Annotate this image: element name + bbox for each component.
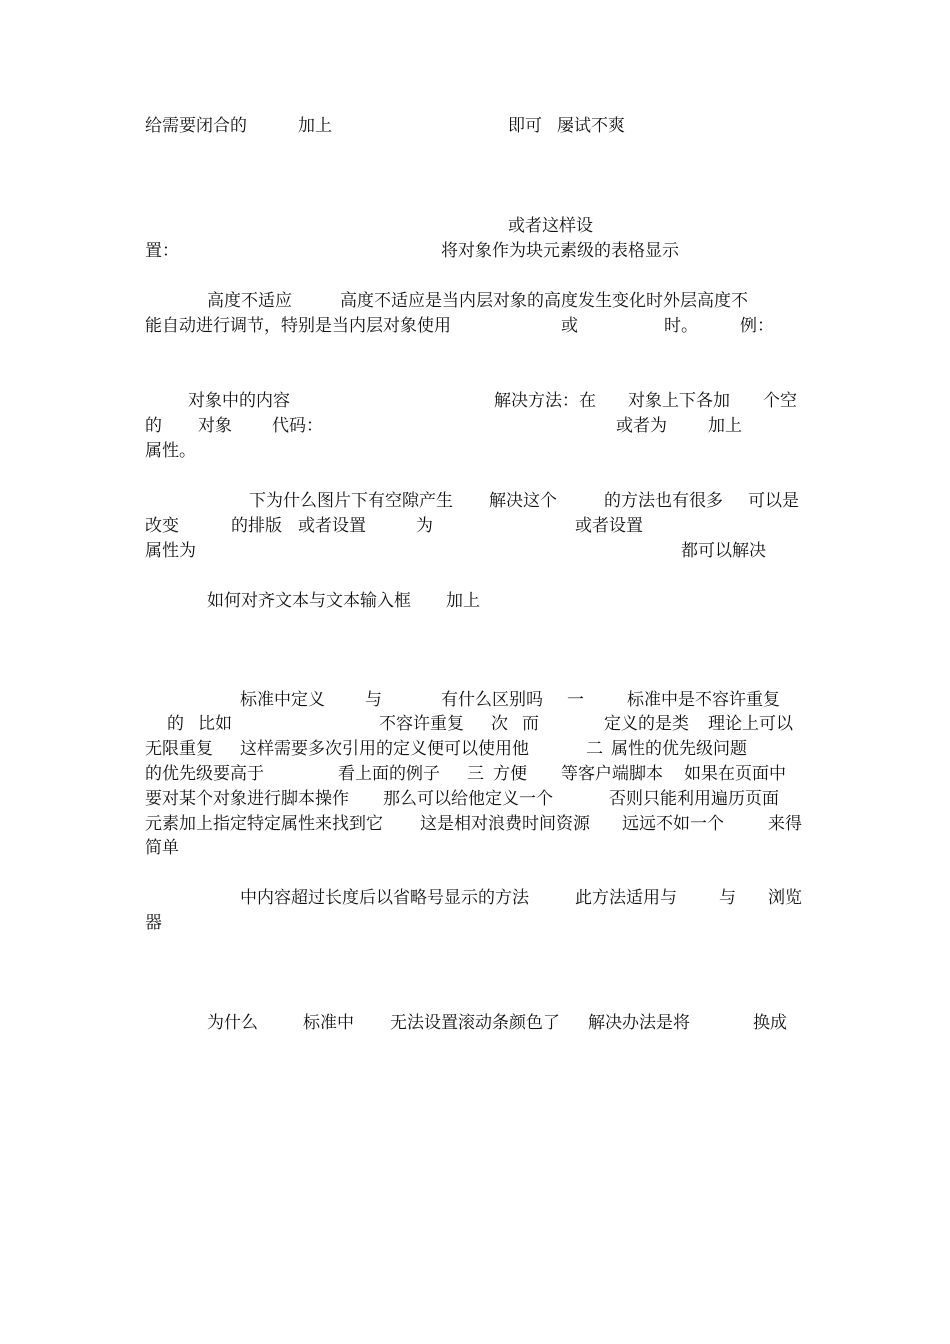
text-fragment: 将对象作为块元素级的表格显示 xyxy=(441,241,679,261)
text-fragment: 加上 xyxy=(298,116,332,136)
text-fragment: 高度不适应是当内层对象的高度发生变化时外层高度不 xyxy=(340,291,748,311)
text-fragment: 方便 xyxy=(493,764,527,784)
text-fragment: 能自动进行调节，特别是当内层对象使用 xyxy=(145,316,451,336)
text-fragment: 与 xyxy=(365,690,382,710)
text-fragment: 即可 xyxy=(508,116,542,136)
text-fragment: 置： xyxy=(145,241,179,261)
text-fragment: 高度不适应 xyxy=(207,291,292,311)
text-fragment: 解决办法是将 xyxy=(588,1013,690,1033)
text-fragment: 的方法也有很多 xyxy=(604,491,723,511)
text-fragment: 为 xyxy=(416,516,433,536)
text-fragment: 属性为 xyxy=(145,541,196,561)
text-fragment: 为什么 xyxy=(207,1013,258,1033)
text-fragment: 属性的优先级问题 xyxy=(611,739,747,759)
text-fragment: 下为什么图片下有空隙产生 xyxy=(249,491,453,511)
text-fragment: 中内容超过长度后以省略号显示的方法 xyxy=(240,888,529,908)
text-fragment: 解决这个 xyxy=(489,491,557,511)
text-fragment: 标准中 xyxy=(303,1013,354,1033)
text-fragment: 对象 xyxy=(198,416,232,436)
text-fragment: 或者设置 xyxy=(575,516,643,536)
text-fragment: 等客户端脚本 xyxy=(561,764,663,784)
text-fragment: 简单 xyxy=(145,838,179,858)
text-fragment: 个空 xyxy=(763,391,797,411)
text-fragment: 标准中是不容许重复 xyxy=(627,690,780,710)
text-fragment: 如果在页面中 xyxy=(684,764,786,784)
text-fragment: 看上面的例子 xyxy=(338,764,440,784)
text-fragment: 对象上下各加 xyxy=(628,391,730,411)
text-fragment: 改变 xyxy=(145,516,179,536)
text-fragment: 远远不如一个 xyxy=(622,814,724,834)
text-fragment: 或者设置 xyxy=(298,516,366,536)
text-fragment: 否则只能利用遍历页面 xyxy=(609,789,779,809)
text-fragment: 无法设置滚动条颜色了 xyxy=(390,1013,560,1033)
text-fragment: 的优先级要高于 xyxy=(145,764,264,784)
text-fragment: 属性。 xyxy=(145,441,196,461)
text-fragment: 标准中定义 xyxy=(240,690,325,710)
text-fragment: 加上 xyxy=(708,416,742,436)
text-fragment: 或 xyxy=(561,316,578,336)
text-fragment: 如何对齐文本与文本输入框 xyxy=(207,591,411,611)
text-fragment: 可以是 xyxy=(748,491,799,511)
text-fragment: 定义的是类 xyxy=(604,714,689,734)
text-fragment: 对象中的内容 xyxy=(188,391,290,411)
text-fragment: 元素加上指定特定属性来找到它 xyxy=(145,814,383,834)
text-fragment: 二 xyxy=(586,739,603,759)
text-fragment: 或者这样设 xyxy=(508,216,593,236)
text-fragment: 的 xyxy=(167,714,184,734)
text-fragment: 代码： xyxy=(272,416,323,436)
text-fragment: 屡试不爽 xyxy=(557,116,625,136)
text-fragment: 器 xyxy=(145,913,162,933)
text-fragment: 此方法适用与 xyxy=(575,888,677,908)
text-fragment: 一 xyxy=(567,690,584,710)
text-fragment: 不容许重复 xyxy=(379,714,464,734)
text-fragment: 来得 xyxy=(768,814,802,834)
text-fragment: 时。 xyxy=(664,316,698,336)
text-fragment: 理论上可以 xyxy=(708,714,793,734)
text-fragment: 换成 xyxy=(753,1013,787,1033)
text-fragment: 例： xyxy=(740,316,774,336)
text-fragment: 比如 xyxy=(198,714,232,734)
text-fragment: 都可以解决 xyxy=(681,541,766,561)
text-fragment: 那么可以给他定义一个 xyxy=(383,789,553,809)
text-fragment: 要对某个对象进行脚本操作 xyxy=(145,789,349,809)
text-fragment: 加上 xyxy=(446,591,480,611)
text-fragment: 这样需要多次引用的定义便可以使用他 xyxy=(240,739,529,759)
text-fragment: 三 xyxy=(467,764,484,784)
text-fragment: 的 xyxy=(145,416,162,436)
text-fragment: 浏览 xyxy=(768,888,802,908)
text-fragment: 这是相对浪费时间资源 xyxy=(420,814,590,834)
text-fragment: 与 xyxy=(719,888,736,908)
text-fragment: 给需要闭合的 xyxy=(145,116,247,136)
text-fragment: 而 xyxy=(522,714,539,734)
text-fragment: 的排版 xyxy=(231,516,282,536)
text-fragment: 或者为 xyxy=(616,416,667,436)
text-fragment: 解决方法：在 xyxy=(494,391,596,411)
text-fragment: 次 xyxy=(491,714,508,734)
text-fragment: 有什么区别吗 xyxy=(441,690,543,710)
text-fragment: 无限重复 xyxy=(145,739,213,759)
